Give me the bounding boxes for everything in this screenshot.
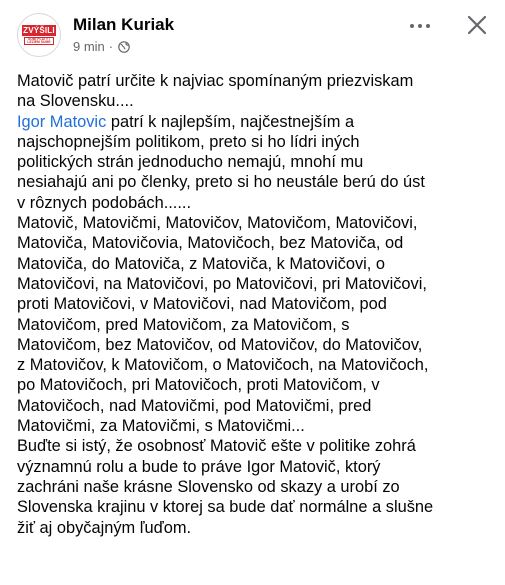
avatar[interactable] bbox=[17, 13, 61, 57]
post-line: politických strán jednoducho nemajú, mnohí mu bbox=[17, 153, 364, 172]
avatar-logo-top: ZVÝŠILI bbox=[23, 26, 55, 35]
post-line: proti Matovičovi, v Matovičovi, nad Matovičom, pod bbox=[17, 295, 387, 314]
post-line: po Matovičoch, pri Matovičoch, proti Matovičom, v bbox=[17, 376, 380, 395]
post-line: Matoviča, do Matoviča, z Matoviča, k Matovičovi, o bbox=[17, 254, 386, 273]
post-line: Matovič, Matovičmi, Matovičov, Matovičom, Matovičovi, bbox=[17, 214, 418, 233]
post-line: nesiahajú ani po členky, preto si ho neustále berú do úst bbox=[17, 173, 425, 192]
post-body bbox=[17, 71, 499, 538]
close-button[interactable] bbox=[464, 12, 490, 38]
post-line: v rôznych podobách...... bbox=[17, 193, 192, 212]
more-horizontal-icon-dot bbox=[418, 24, 422, 28]
post-line: z Matovičov, k Matovičom, o Matovičoch, na Matovičoch, bbox=[17, 356, 429, 375]
post-line: Matoviča, Matovičovia, Matovičoch, bez Matoviča, od bbox=[17, 234, 404, 253]
avatar-logo-bottom: SOBÍ PLATY / LEZIEM SUME bbox=[24, 37, 54, 45]
post-line: žiť aj obyčajným ľuďom. bbox=[17, 518, 192, 537]
post-line: Matovičoch, nad Matovičmi, pod Matovičmi, pred bbox=[17, 396, 372, 415]
more-horizontal-icon-dot bbox=[426, 24, 430, 28]
post-line: Matovičmi, za Matovičmi, s Matovičmi... bbox=[17, 417, 305, 436]
post-line: Matovičom, bez Matovičov, od Matovičov, do Matovičov, bbox=[17, 335, 423, 354]
meta-separator: · bbox=[108, 39, 114, 54]
post-line: na Slovensku.... bbox=[17, 92, 134, 111]
post-line: Matovičovi, na Matovičovi, po Matovičovi, pri Matovičovi, bbox=[17, 274, 427, 293]
post-line: zachráni naše krásne Slovensko od skazy a urobí zo bbox=[17, 477, 400, 496]
post-line: významnú rolu a bude to práve Igor Matovič, ktorý bbox=[17, 457, 381, 476]
post-time[interactable]: 9 min bbox=[73, 39, 105, 54]
post-line-rest: patrí k najlepším, najčestnejším a bbox=[106, 112, 355, 131]
post-meta bbox=[73, 39, 130, 54]
post-line: Matovič patrí určite k najviac spomínaným priezviskam bbox=[17, 72, 414, 90]
post-line: najschopnejším politikom, preto si ho lídri iných bbox=[17, 132, 360, 151]
author-name[interactable]: Milan Kuriak bbox=[73, 15, 175, 34]
post-line: Slovenska krajinu v ktorej sa bude dať normálne a slušne bbox=[17, 498, 434, 517]
mention-link[interactable]: Igor Matovic bbox=[17, 112, 107, 131]
post-line: Matovičom, pred Matovičom, za Matovičom, s bbox=[17, 315, 350, 334]
close-icon bbox=[464, 12, 490, 38]
post-line: Buďte si istý, že osobnosť Matovič ešte v politike zohrá bbox=[17, 437, 416, 456]
post-header bbox=[0, 0, 505, 70]
post-line-with-mention bbox=[17, 112, 499, 132]
more-options-button[interactable] bbox=[405, 14, 435, 38]
more-horizontal-icon-dot bbox=[410, 24, 414, 28]
globe-icon[interactable] bbox=[118, 41, 130, 53]
